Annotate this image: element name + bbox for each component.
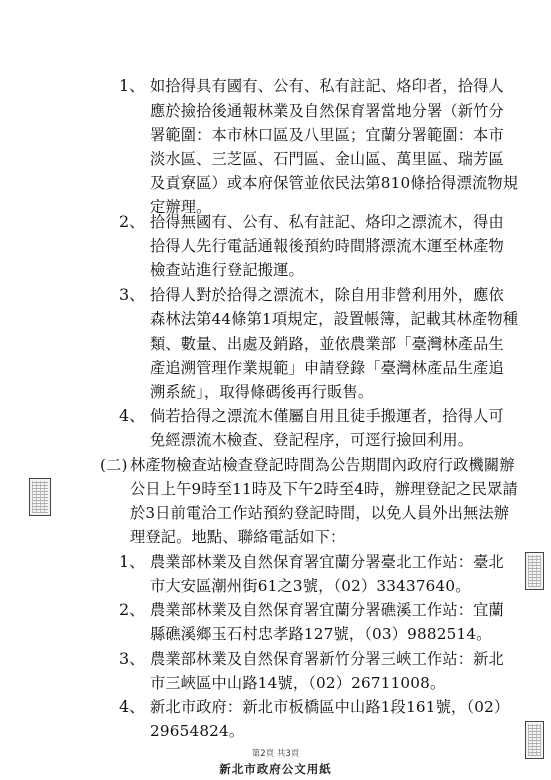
item-a2-number: 2、 [119, 212, 146, 231]
item-a1-line: 及貢寮區）或本府保管並依民法第810條拾得漂流物規 [150, 174, 519, 192]
section-two-line: 公日上午9時至11時及下午2時至4時，辦理登記之民眾請 [130, 480, 518, 498]
item-a1-line: 定辦理。 [150, 198, 212, 216]
item-a2-line: 檢查站進行登記搬運。 [150, 261, 304, 279]
item-a3-line: 產追溯管理作業規範」申請登錄「臺灣林產品生產追 [150, 359, 504, 377]
item-a2-line: 拾得無國有、公有、私有註記、烙印之漂流木，得由 [150, 213, 504, 231]
item-a1-line: 淡水區、三芝區、石門區、金山區、萬里區、瑞芳區 [150, 150, 504, 168]
section-two-line: 林產物檢查站檢查登記時間為公告期間內政府行政機關辦 [130, 456, 515, 474]
section-two-line: 理登記。地點、聯絡電話如下： [130, 528, 346, 546]
item-a4-line: 免經漂流木檢查、登記程序，可逕行撿回利用。 [150, 431, 474, 449]
seal-pattern [32, 481, 48, 513]
item-a3-number: 3、 [119, 285, 146, 304]
item-a1-line: 署範圍：本市林口區及八里區；宜蘭分署範圍：本市 [150, 126, 504, 144]
item-b1-line: 農業部林業及自然保育署宜蘭分署臺北工作站：臺北 [150, 553, 504, 571]
item-a2-line: 拾得人先行電話通報後預約時間將漂流木運至林產物 [150, 237, 504, 255]
item-b1-number: 1、 [119, 552, 146, 571]
seal-pattern [528, 555, 541, 587]
item-a3-line: 拾得人對於拾得之漂流木，除自用非營利用外，應依 [150, 286, 504, 304]
item-b4-line: 新北市政府：新北市板橋區中山路1段161號，（02） [150, 698, 510, 716]
binding-seal-right-upper [525, 552, 544, 590]
binding-seal-left [29, 478, 51, 516]
item-b2-number: 2、 [119, 600, 146, 619]
section-two-number: (二) [100, 456, 128, 474]
item-a4-line: 倘若拾得之漂流木僅屬自用且徒手搬運者，拾得人可 [150, 407, 504, 425]
section-two-line: 於3日前電洽工作站預約登記時間，以免人員外出無法辦 [130, 504, 510, 522]
item-a3-line: 溯系統」，取得條碼後再行販售。 [150, 383, 374, 401]
item-a3-line: 類、數量、出處及銷路，並依農業部「臺灣林產品生 [150, 335, 504, 353]
item-a3-line: 森林法第44條第1項規定，設置帳簿，記載其林產物種 [150, 310, 519, 328]
item-b2-line: 縣礁溪鄉玉石村忠孝路127號，（03）9882514。 [150, 625, 492, 643]
item-b1-line: 市大安區潮州街61之3號，（02）33437640。 [150, 577, 471, 595]
item-b2-line: 農業部林業及自然保育署宜蘭分署礁溪工作站：宜蘭 [150, 601, 504, 619]
item-b4-number: 4、 [119, 697, 146, 716]
item-a1-number: 1、 [119, 76, 146, 95]
item-b3-line: 市三峽區中山路14號，（02）26711008。 [150, 674, 446, 692]
item-a1-line: 應於撿拾後通報林業及自然保育署當地分署（新竹分 [150, 102, 504, 120]
item-b4-line: 29654824。 [150, 722, 245, 740]
item-b3-line: 農業部林業及自然保育署新竹分署三峽工作站：新北 [150, 650, 504, 668]
item-a4-number: 4、 [119, 406, 146, 425]
item-a1-line: 如拾得具有國有、公有、私有註記、烙印者，拾得人 [150, 77, 504, 95]
page-number: 第2頁 共3頁 [251, 749, 300, 759]
form-title: 新北市政府公文用紙 [219, 762, 332, 776]
item-b3-number: 3、 [119, 649, 146, 668]
